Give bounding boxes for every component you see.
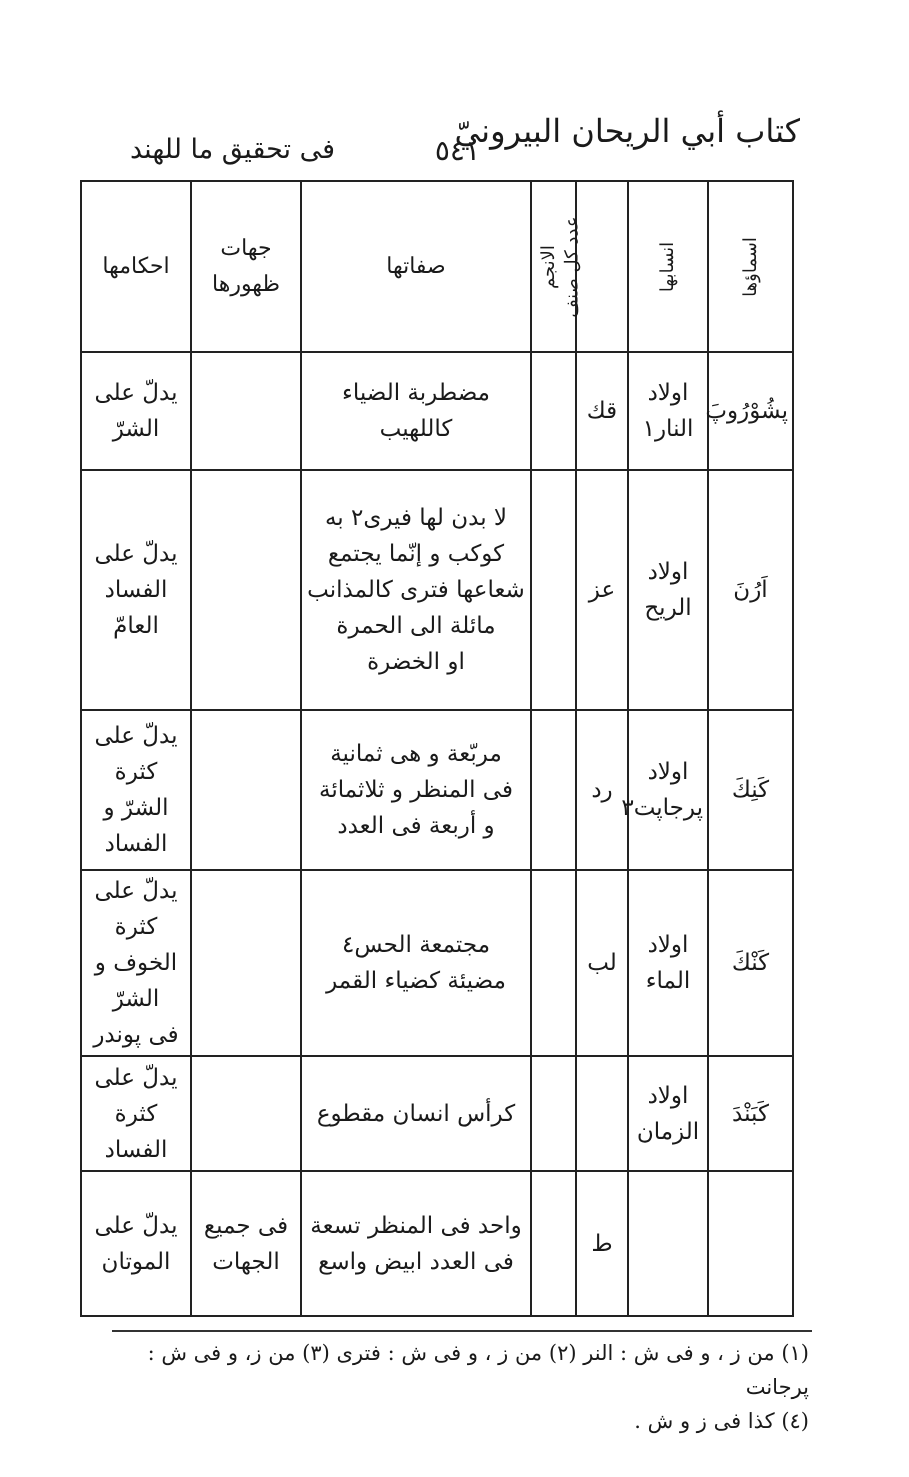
footnote-divider — [112, 1330, 812, 1332]
header-description: صفاتها — [301, 181, 531, 352]
table-row — [81, 870, 793, 1056]
cell-sons: اولاد الريح — [628, 470, 708, 710]
book-title: كتاب أبي الريحان البيرونيّ — [454, 112, 800, 150]
header-stars: الانجم — [531, 181, 576, 352]
header-rulings: احكامها — [81, 181, 191, 352]
table-row — [81, 1171, 793, 1316]
cell-description: مجتمعة الحس٤ مضيئة كضياء القمر — [301, 870, 531, 1056]
cell-number — [576, 1056, 628, 1171]
cell-ruling: يدلّ على كثرة الخوف و الشرّ فى پوندر — [81, 870, 191, 1056]
table-row — [81, 352, 793, 470]
cell-direction — [191, 1056, 301, 1171]
cell-number: عز — [576, 470, 628, 710]
page-header — [130, 112, 810, 172]
cell-number: رد — [576, 710, 628, 870]
cell-ruling: يدلّ على الفساد العامّ — [81, 470, 191, 710]
cell-star — [531, 470, 576, 710]
cell-direction — [191, 710, 301, 870]
header-sons: انسابها — [628, 181, 708, 352]
cell-sons: اولاد النار١ — [628, 352, 708, 470]
table-header-row — [81, 181, 793, 352]
cell-description: لا بدن لها فيرى٢ به كوكب و إنّما يجتمع شعاعها فترى كالمذانب مائلة الى الحمرة او الخضرة — [301, 470, 531, 710]
header-name: اسماؤها — [708, 181, 793, 352]
cell-sons: اولاد الماء — [628, 870, 708, 1056]
cell-ruling: يدلّ على كثرة الفساد — [81, 1056, 191, 1171]
cell-ruling: يدلّ على الشرّ — [81, 352, 191, 470]
cell-name: كَنْكَ — [708, 870, 793, 1056]
cell-direction: فى جميع الجهات — [191, 1171, 301, 1316]
cell-sons: اولاد الزمان — [628, 1056, 708, 1171]
comet-table — [80, 180, 794, 1317]
cell-description: كرأس انسان مقطوع — [301, 1056, 531, 1171]
cell-number: قك — [576, 352, 628, 470]
cell-sons: اولاد پرجاپت٣ — [628, 710, 708, 870]
page-number: ٥٤١ — [434, 134, 480, 167]
cell-name: پشُوْرُوپَ — [708, 352, 793, 470]
header-directions: جهات ظهورها — [191, 181, 301, 352]
cell-ruling: يدلّ على الموتان — [81, 1171, 191, 1316]
cell-description: مربّعة و هى ثمانية فى المنظر و ثلاثمائة و أربعة فى العدد — [301, 710, 531, 870]
table-row — [81, 1056, 793, 1171]
cell-sons — [628, 1171, 708, 1316]
running-subject: فى تحقيق ما للهند — [130, 134, 336, 165]
cell-star — [531, 1171, 576, 1316]
cell-description: واحد فى المنظر تسعة فى العدد ابيض واسع — [301, 1171, 531, 1316]
cell-number: ط — [576, 1171, 628, 1316]
header-number: عدد كل صنف — [576, 181, 628, 352]
footnotes — [89, 1336, 809, 1438]
cell-direction — [191, 352, 301, 470]
cell-name — [708, 1171, 793, 1316]
cell-star — [531, 1056, 576, 1171]
cell-star — [531, 710, 576, 870]
cell-name: كَبَنْدَ — [708, 1056, 793, 1171]
footnote-line-1: (١) من ز ، و فى ش : النر (٢) من ز ، و فى ش : فترى (٣) من ز، و فى ش : پرجانت — [147, 1341, 809, 1399]
footnote-line-2: (٤) كذا فى ز و ش . — [634, 1409, 809, 1433]
cell-number: لب — [576, 870, 628, 1056]
cell-description: مضطربة الضياء كاللهيب — [301, 352, 531, 470]
table-row — [81, 710, 793, 870]
cell-name: اَرُنَ — [708, 470, 793, 710]
cell-name: كَنِكَ — [708, 710, 793, 870]
cell-star — [531, 352, 576, 470]
cell-direction — [191, 870, 301, 1056]
cell-star — [531, 870, 576, 1056]
table-row — [81, 470, 793, 710]
cell-direction — [191, 470, 301, 710]
cell-ruling: يدلّ على كثرة الشرّ و الفساد — [81, 710, 191, 870]
